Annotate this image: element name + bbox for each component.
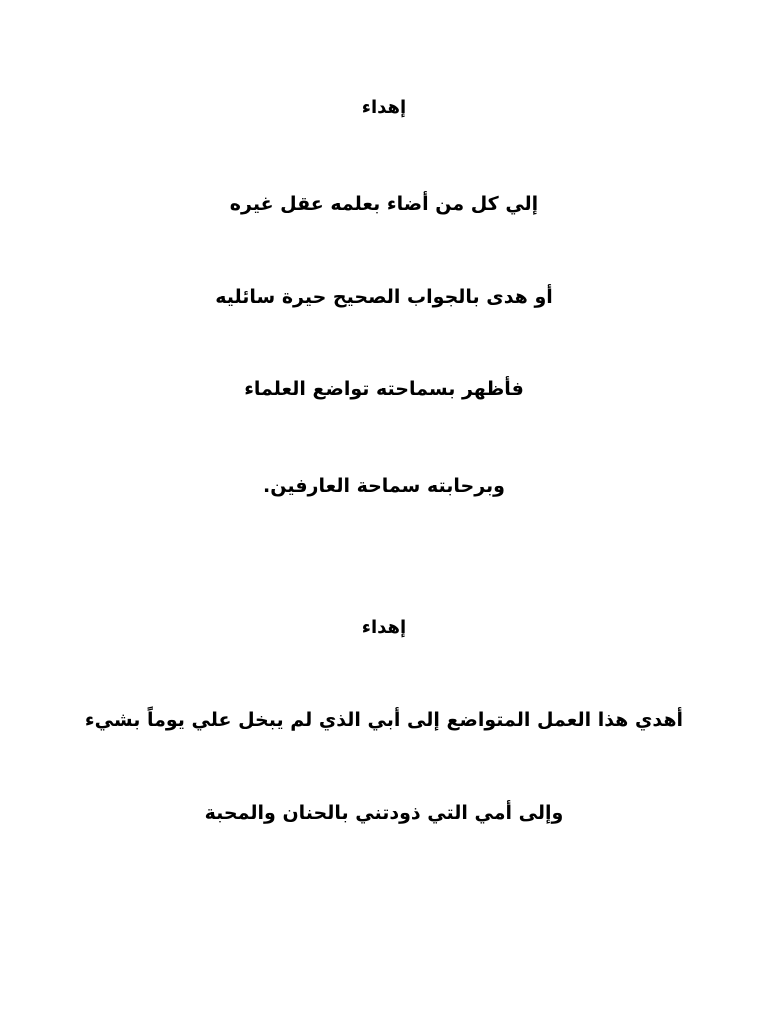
dedication-line: أهدي هذا العمل المتواضع إلى أبي الذي لم يبخل علي يوماً بشيء <box>84 709 684 731</box>
dedication-heading-2: إهداء <box>361 617 407 638</box>
dedication-line: إلي كل من أضاء بعلمه عقل غيره <box>229 193 539 215</box>
dedication-heading-1: إهداء <box>361 97 407 118</box>
dedication-line: فأظهر بسماحته تواضع العلماء <box>244 378 524 400</box>
dedication-line: وإلى أمي التي ذودتني بالحنان والمحبة <box>204 802 564 824</box>
dedication-line: أو هدى بالجواب الصحيح حيرة سائليه <box>215 286 553 308</box>
dedication-line: وبرحابته سماحة العارفين. <box>263 475 505 497</box>
